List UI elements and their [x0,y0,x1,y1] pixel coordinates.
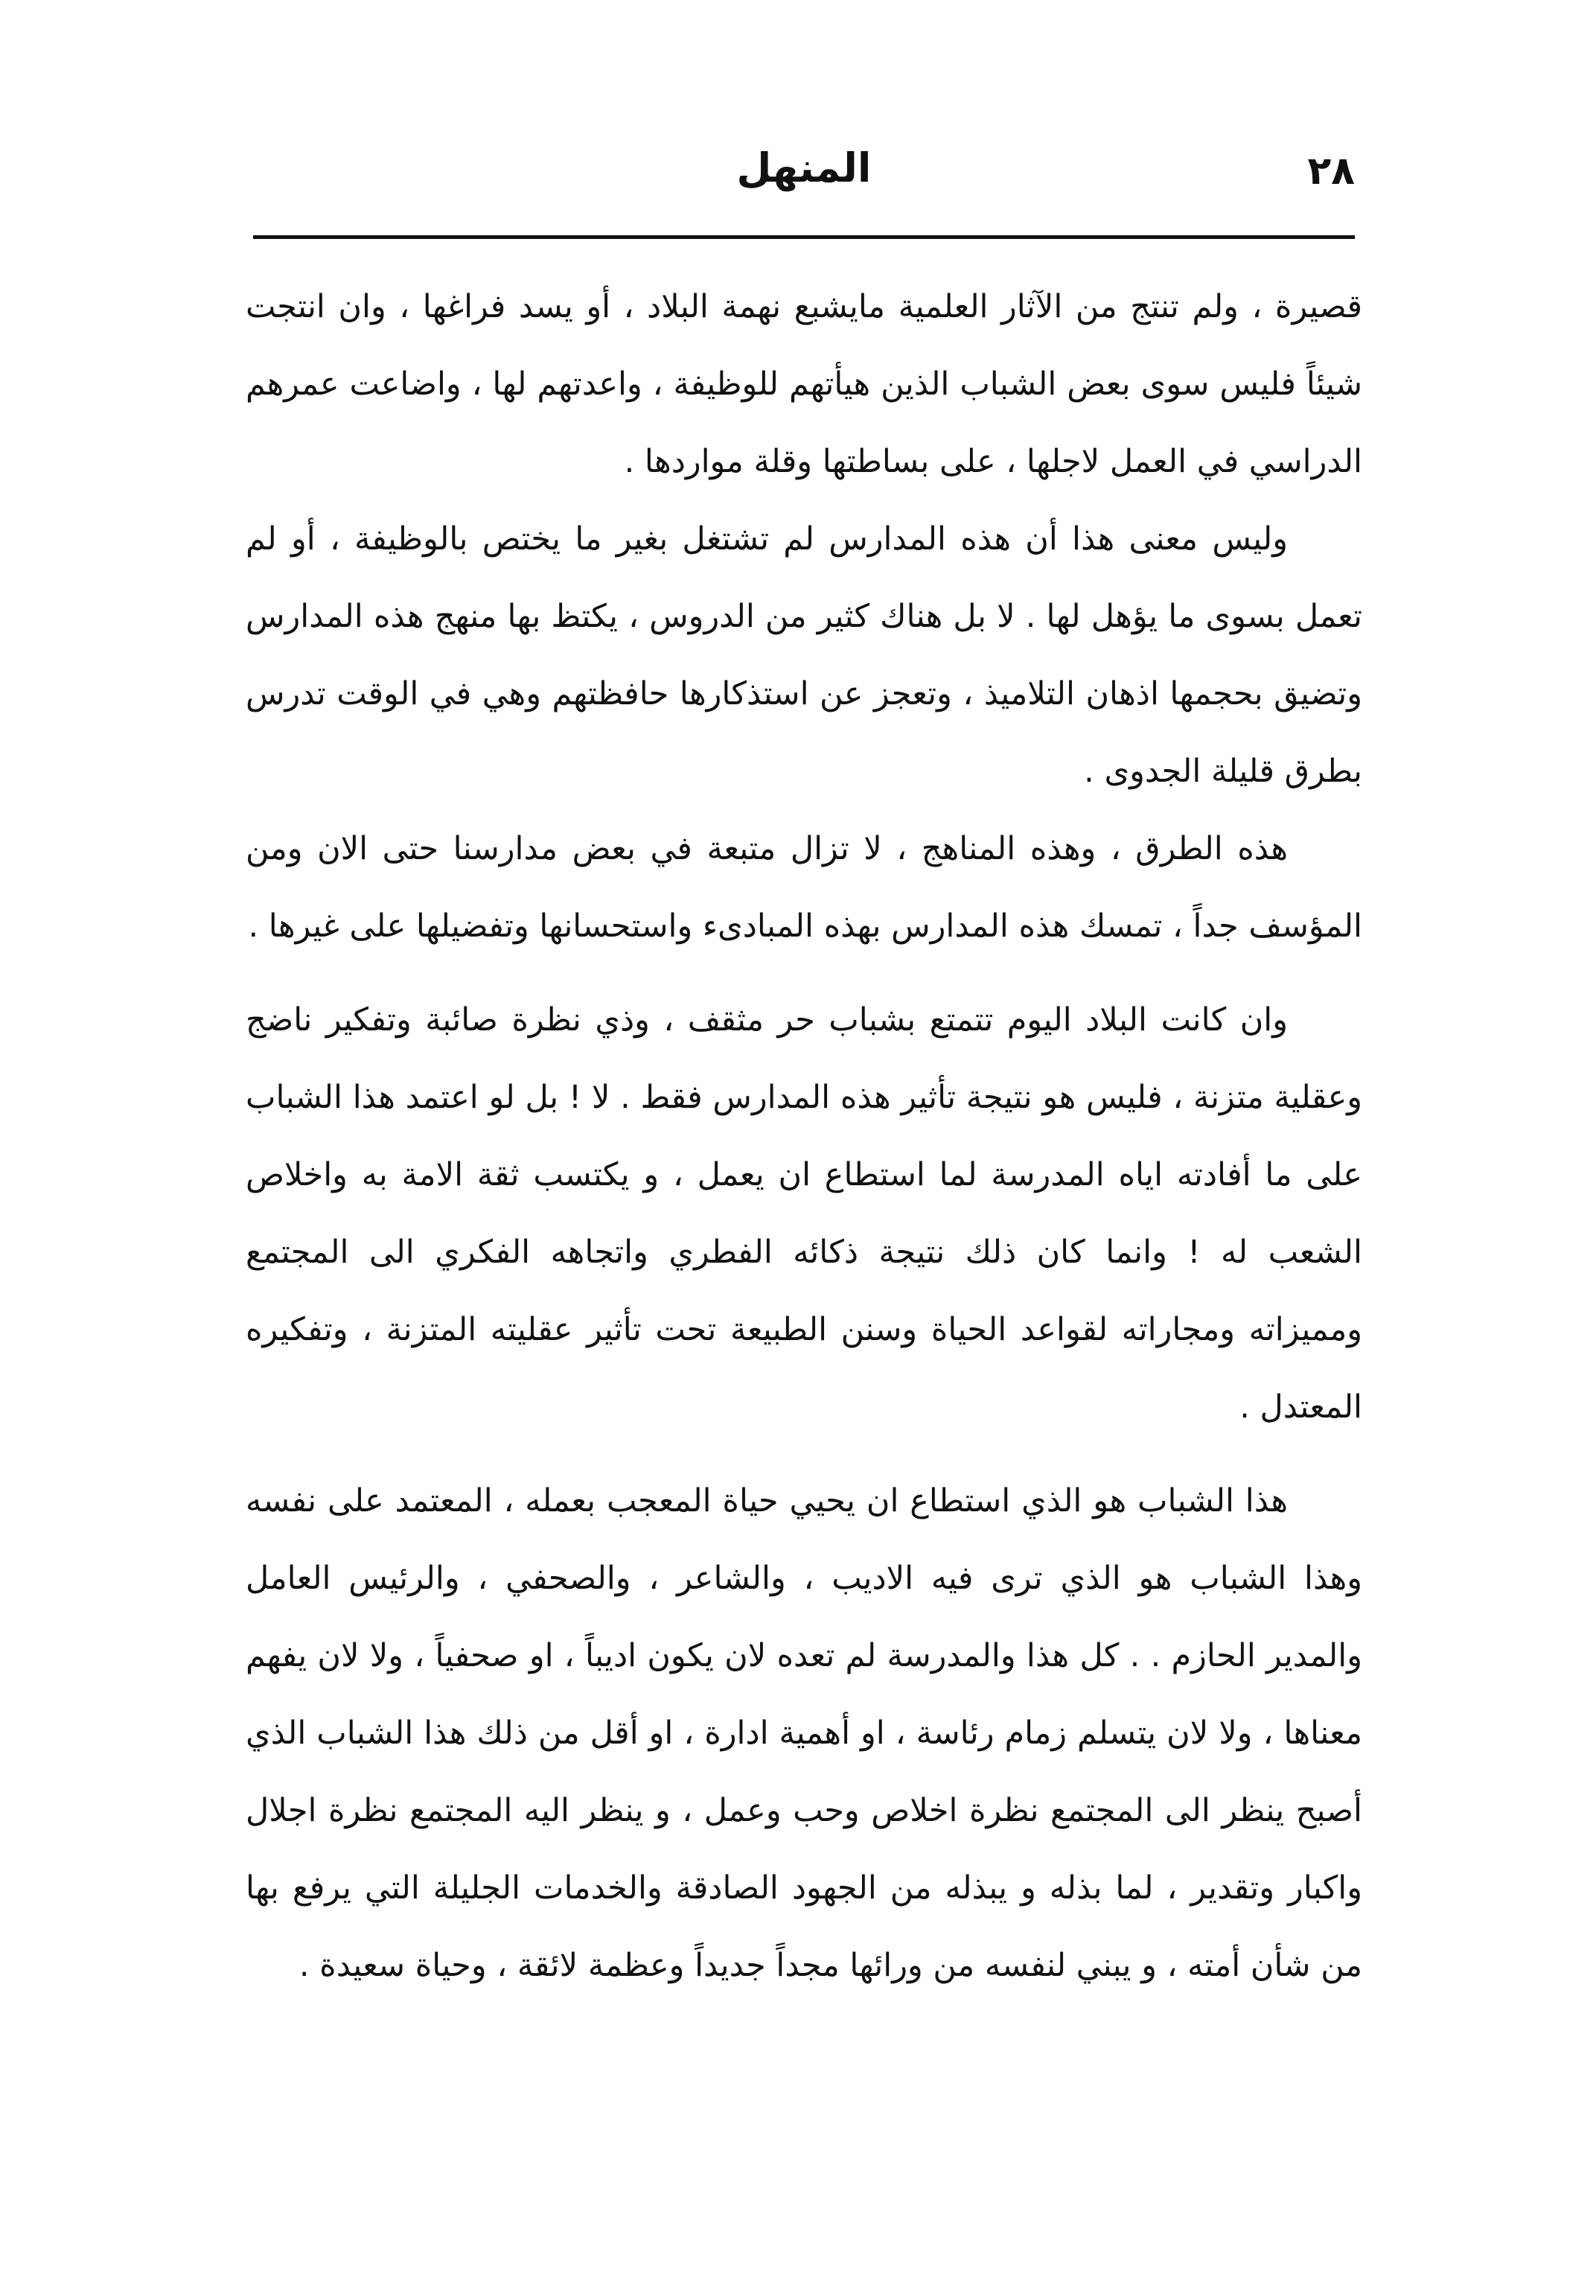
page-number: ٢٨ [1307,149,1355,194]
paragraph-2: وليس معنى هذا أن هذه المدارس لم تشتغل بغير ما يختص بالوظيفة ، أو لم تعمل بسوى ما يؤهل لها . لا بل هناك كثير من الدروس ، يكتظ بها منهج هذه المدارس وتضيق بحجمها اذهان التلاميذ ، وتعجز عن استذكارها حافظتهم وهي في الوقت تدرس بطرق قليلة الجدوى . [246,520,1362,790]
article-body [246,268,1362,2004]
header-rule [253,235,1355,239]
journal-title: المنهل [736,144,872,191]
paragraph-1: قصيرة ، ولم تنتج من الآثار العلمية مايشبع نهمة البلاد ، أو يسد فراغها ، وان انتجت شيئاً فليس سوى بعض الشباب الذين هيأتهم للوظيفة ، واعدتهم لها ، واضاعت عمرهم الدراسي في العمل لاجلها ، على بساطتها وقلة مواردها . [246,288,1362,480]
paragraph-3: هذه الطرق ، وهذه المناهج ، لا تزال متبعة في بعض مدارسنا حتى الان ومن المؤسف جداً ، تمسك هذه المدارس بهذه المبادىء واستحسانها وتفضيلها على غيرها . [246,830,1362,945]
page-header [253,141,1355,216]
paragraph-5: هذا الشباب هو الذي استطاع ان يحيي حياة المعجب بعمله ، المعتمد على نفسه وهذا الشباب هو الذي ترى فيه الاديب ، والشاعر ، والصحفي ، والرئيس العامل والمدير الحازم . . كل هذا والمدرسة لم تعده لان يكون اديباً ، او صحفياً ، ولا لان يفهم معناها ، ولا لان يتسلم زمام رئاسة ، او أهمية ادارة ، او أقل من ذلك هذا الشباب الذي أصبح ينظر الى المجتمع نظرة اخلاص وحب وعمل ، و ينظر اليه المجتمع نظرة اجلال واكبار وتقدير ، لما بذله و يبذله من الجهود الصادقة والخدمات الجليلة التي يرفع بها من شأن أمته ، و يبني لنفسه من ورائها مجداً جديداً وعظمة لائقة ، وحياة سعيدة . [246,1482,1362,1984]
paragraph-4: وان كانت البلاد اليوم تتمتع بشباب حر مثقف ، وذي نظرة صائبة وتفكير ناضج وعقلية متزنة ، فليس هو نتيجة تأثير هذه المدارس فقط . لا ! بل لو اعتمد هذا الشباب على ما أفادته اياه المدرسة لما استطاع ان يعمل ، و يكتسب ثقة الامة به واخلاص الشعب له ! وانما كان ذلك نتيجة ذكائه الفطري واتجاهه الفكري الى المجتمع ومميزاته ومجاراته لقواعد الحياة وسنن الطبيعة تحت تأثير عقليته المتزنة ، وتفكيره المعتدل . [246,1001,1362,1426]
